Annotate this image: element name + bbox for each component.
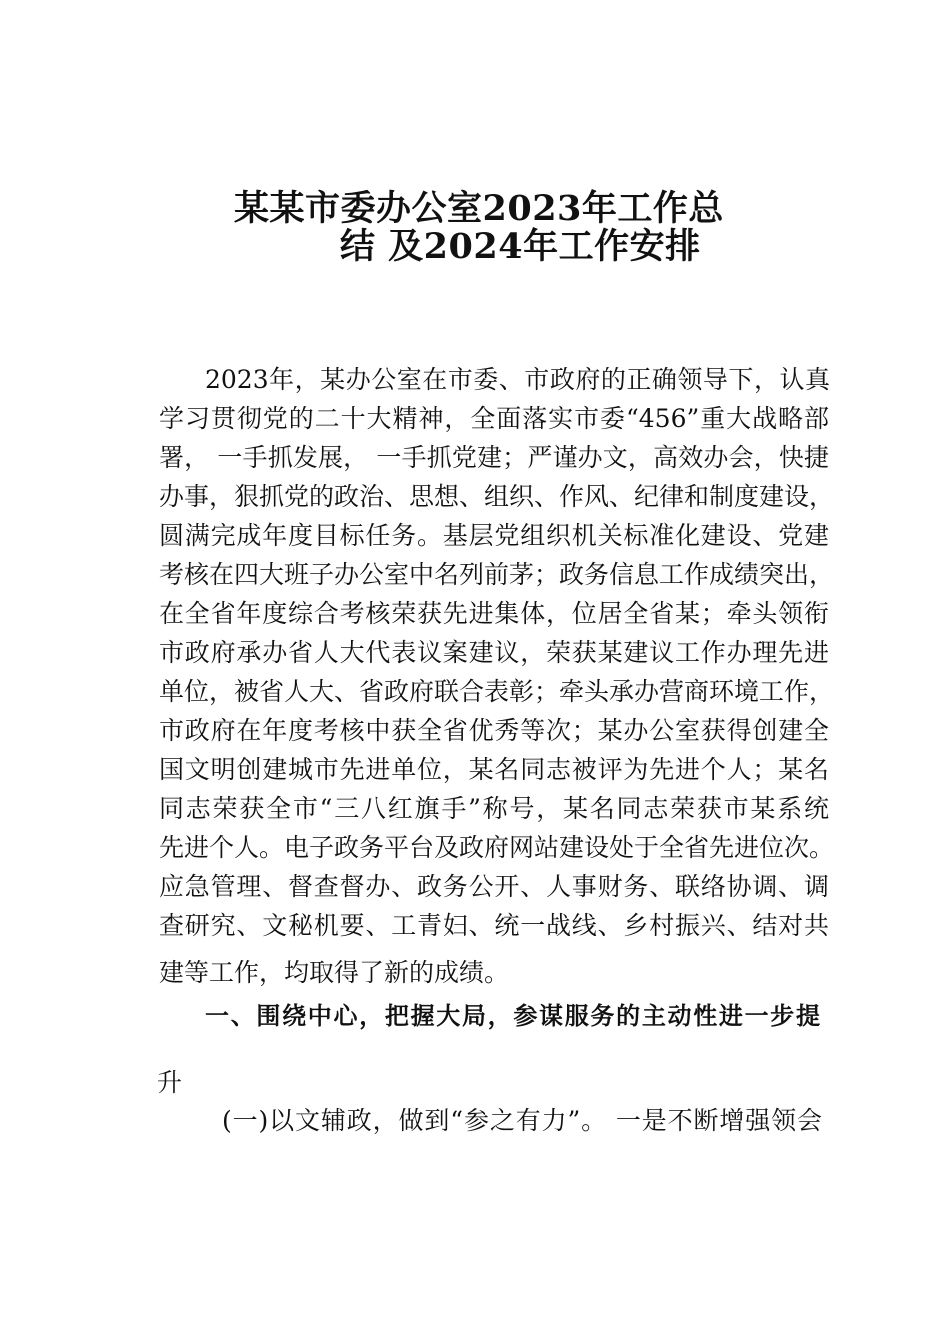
body-line-16: 建等工作，均取得了新的成绩。 bbox=[159, 958, 510, 987]
subsection-line: (一)以文辅政，做到“参之有力”。 一是不断增强领会 bbox=[222, 1106, 822, 1135]
section-heading-line-1: 一、围绕中心，把握大局，参谋服务的主动性进一步提 bbox=[205, 1002, 820, 1030]
body-line-8: 市政府承办省人大代表议案建议，荣获某建议工作办理先进 bbox=[159, 638, 829, 667]
body-line-1: 2023年，某办公室在市委、市政府的正确领导下，认真 bbox=[205, 365, 830, 394]
body-line-4: 办事，狠抓党的政治、思想、组织、作风、纪律和制度建设， bbox=[159, 482, 835, 511]
body-line-11: 国文明创建城市先进单位，某名同志被评为先进个人；某名 bbox=[159, 755, 829, 784]
body-line-9: 单位，被省人大、省政府联合表彰；牵头承办营商环境工作， bbox=[159, 677, 835, 706]
body-line-14: 应急管理、督查督办、政务公开、人事财务、联络协调、调 bbox=[159, 872, 829, 901]
section-heading-line-2: 升 bbox=[157, 1068, 183, 1097]
document-title-line-2: 结 及2024年工作安排 bbox=[340, 226, 701, 267]
body-line-3: 署， 一手抓发展， 一手抓党建；严谨办文，高效办会，快捷 bbox=[159, 443, 829, 472]
body-line-10: 市政府在年度考核中获全省优秀等次；某办公室获得创建全 bbox=[159, 716, 829, 745]
body-line-12: 同志荣获全市“三八红旗手”称号，某名同志荣获市某系统 bbox=[159, 794, 829, 823]
document-title-line-1: 某某市委办公室2023年工作总 bbox=[234, 188, 724, 229]
body-line-6: 考核在四大班子办公室中名列前茅；政务信息工作成绩突出， bbox=[159, 560, 835, 589]
body-line-5: 圆满完成年度目标任务。基层党组织机关标准化建设、党建 bbox=[159, 521, 829, 550]
body-line-7: 在全省年度综合考核荣获先进集体，位居全省某；牵头领衔 bbox=[159, 599, 829, 628]
body-line-13: 先进个人。电子政务平台及政府网站建设处于全省先进位次。 bbox=[159, 833, 835, 862]
body-line-15: 查研究、文秘机要、工青妇、统一战线、乡村振兴、结对共 bbox=[159, 911, 829, 940]
body-line-2: 学习贯彻党的二十大精神，全面落实市委“456”重大战略部 bbox=[159, 404, 829, 433]
